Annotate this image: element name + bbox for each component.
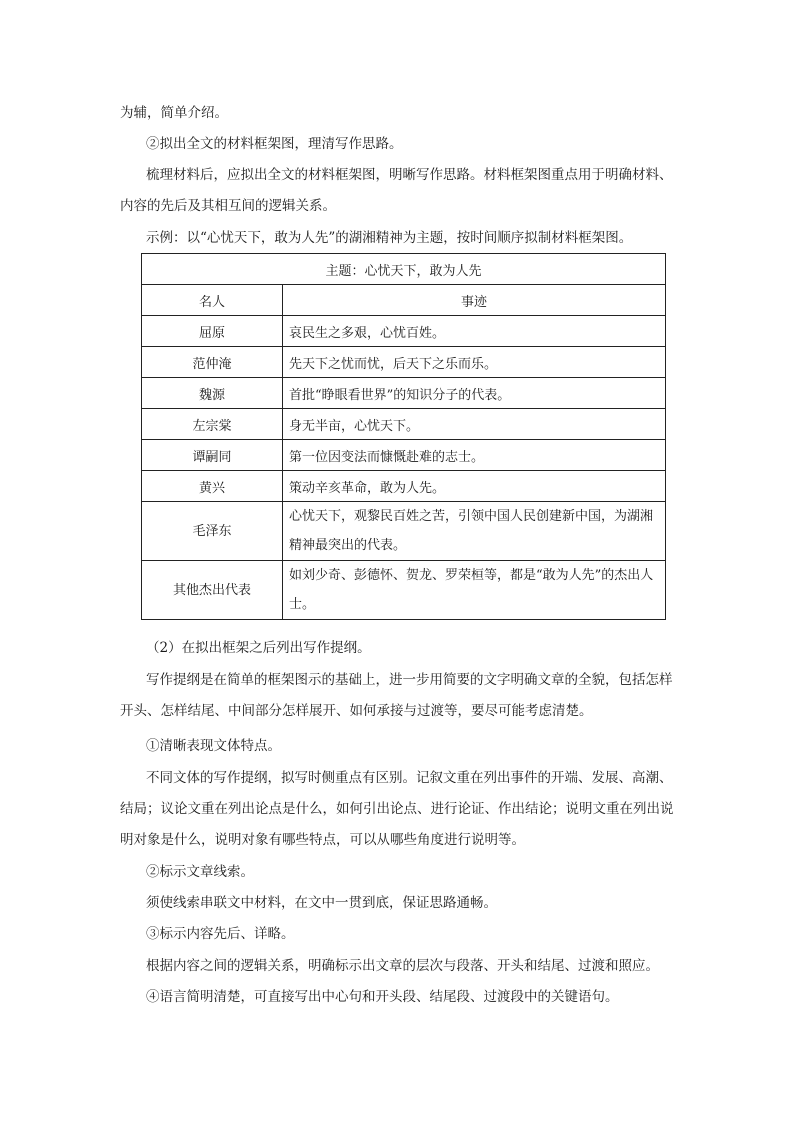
paragraph: 梳理材料后，应拟出全文的材料框架图，明晰写作思路。材料框架图重点用于明确材料、内容的先后及其相互间的逻辑关系。 xyxy=(120,167,673,214)
subheading: ③标示内容先后、详略。 xyxy=(146,926,295,942)
cell-deeds: 如刘少奇、彭德怀、贺龙、罗荣桓等，都是“敢为人先”的杰出人士。 xyxy=(283,561,666,620)
paragraph-line: 为辅，简单介绍。 xyxy=(120,105,228,121)
cell-name: 魏源 xyxy=(142,378,283,409)
framework-table xyxy=(141,253,666,620)
table-title-row xyxy=(142,254,666,285)
table-row xyxy=(142,316,666,347)
paragraph: 不同文体的写作提纲，拟写时侧重点有区别。记叙文重在列出事件的开端、发展、高潮、结局；议论文重在列出论点是什么，如何引出论点、进行论证、作出结论；说明文重在列出说明对象是什么，说明对象有哪些特点，可以从哪些角度进行说明等。 xyxy=(120,770,674,848)
table-row xyxy=(142,502,666,561)
cell-deeds: 身无半亩，心忧天下。 xyxy=(283,409,666,440)
table-row xyxy=(142,378,666,409)
column-header-name: 名人 xyxy=(142,285,283,316)
cell-name: 谭嗣同 xyxy=(142,440,283,471)
paragraph-line: 须使线索串联文中材料，在文中一贯到底，保证思路通畅。 xyxy=(146,895,497,911)
paragraph-line: 示例：以“心忧天下，敢为人先”的湖湘精神为主题，按时间顺序拟制材料框架图。 xyxy=(146,230,633,246)
table-row xyxy=(142,347,666,378)
cell-deeds: 首批“睁眼看世界”的知识分子的代表。 xyxy=(283,378,666,409)
cell-name: 左宗棠 xyxy=(142,409,283,440)
cell-deeds: 第一位因变法而慷慨赴难的志士。 xyxy=(283,440,666,471)
table-row xyxy=(142,471,666,502)
table-row xyxy=(142,440,666,471)
table-row xyxy=(142,561,666,620)
subheading: ②拟出全文的材料框架图，理清写作思路。 xyxy=(146,136,403,152)
cell-deeds: 策动辛亥革命，敢为人先。 xyxy=(283,471,666,502)
cell-name: 屈原 xyxy=(142,316,283,347)
cell-name: 毛泽东 xyxy=(142,502,283,561)
cell-name: 黄兴 xyxy=(142,471,283,502)
subheading: ①清晰表现文体特点。 xyxy=(146,738,281,754)
cell-deeds: 哀民生之多艰，心忧百姓。 xyxy=(283,316,666,347)
paragraph: 写作提纲是在简单的框架图示的基础上，进一步用简要的文字明确文章的全貌，包括怎样开头、怎样结尾、中间部分怎样展开、如何承接与过渡等，要尽可能考虑清楚。 xyxy=(120,672,673,719)
subheading: （2）在拟出框架之后列出写作提纲。 xyxy=(146,640,371,656)
subheading: ②标示文章线索。 xyxy=(146,864,254,880)
column-header-deeds: 事迹 xyxy=(283,285,666,316)
table-header-row xyxy=(142,285,666,316)
cell-name: 范仲淹 xyxy=(142,347,283,378)
subheading: ④语言简明清楚，可直接写出中心句和开头段、结尾段、过渡段中的关键语句。 xyxy=(146,989,619,1005)
cell-name: 其他杰出代表 xyxy=(142,561,283,620)
table-row xyxy=(142,409,666,440)
table-title: 主题：心忧天下，敢为人先 xyxy=(142,254,666,285)
paragraph-line: 根据内容之间的逻辑关系，明确标示出文章的层次与段落、开头和结尾、过渡和照应。 xyxy=(146,958,659,974)
cell-deeds: 先天下之忧而忧，后天下之乐而乐。 xyxy=(283,347,666,378)
cell-deeds: 心忧天下，观黎民百姓之苦，引领中国人民创建新中国，为湖湘精神最突出的代表。 xyxy=(283,502,666,561)
